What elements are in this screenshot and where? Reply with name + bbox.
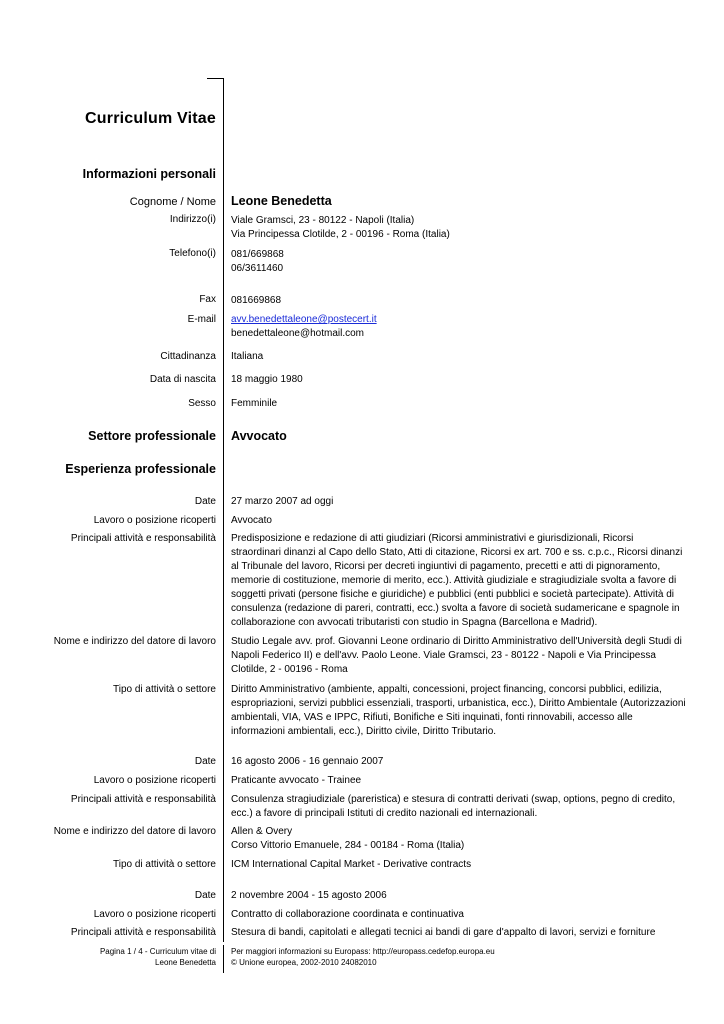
sector-value: Avvocato xyxy=(231,429,287,443)
employer-line: Corso Vittorio Emanuele, 284 - 00184 - Roma (Italia) xyxy=(231,840,465,851)
email-link[interactable]: avv.benedettaleone@postecert.it xyxy=(231,314,377,325)
employer-label: Nome e indirizzo del datore di lavoro xyxy=(53,636,216,647)
birth-label: Data di nascita xyxy=(149,374,216,385)
birth-value: 18 maggio 1980 xyxy=(231,374,303,385)
address-label: Indirizzo(i) xyxy=(169,214,216,225)
entry-employer: Studio Legale avv. prof. Giovanni Leone ordinario di Diritto Amministrativo dell'Università degli Studi di Napoli Federico II) e dell'avv. Paolo Leone. Viale Gramsci, 23 - 80122 - Napoli e Via Principessa Clotilde, 2 - 00196 - Roma xyxy=(231,636,682,675)
footer-left-line: Pagina 1 / 4 - Curriculum vitae di xyxy=(99,947,216,956)
citizenship-label: Cittadinanza xyxy=(160,351,216,362)
sector-label: Tipo di attività o settore xyxy=(112,859,216,870)
entry-activities: Stesura di bandi, capitolati e allegati tecnici ai bandi di gare d'appalto di lavori, servizi e forniture xyxy=(231,927,656,938)
section-heading-personal: Informazioni personali xyxy=(82,167,216,181)
footer-right-line: © Unione europea, 2002-2010 24082010 xyxy=(231,958,377,967)
activities-label: Principali attività e responsabilità xyxy=(70,927,216,938)
position-label: Lavoro o posizione ricoperti xyxy=(93,515,216,526)
fax-value: 081669868 xyxy=(231,295,282,306)
footer-right-line: Per maggiori informazioni su Europass: http://europass.cedefop.europa.eu xyxy=(231,947,495,956)
entry-position: Avvocato xyxy=(231,515,272,526)
phone-label: Telefono(i) xyxy=(169,248,216,259)
date-label: Date xyxy=(194,756,216,767)
date-label: Date xyxy=(194,496,216,507)
phone-value xyxy=(231,248,284,276)
position-label: Lavoro o posizione ricoperti xyxy=(93,909,216,920)
phone-line: 081/669868 xyxy=(231,249,284,260)
name-label: Cognome / Nome xyxy=(129,196,216,208)
footer-left-line: Leone Benedetta xyxy=(155,958,216,967)
sex-label: Sesso xyxy=(188,398,216,409)
sex-value: Femminile xyxy=(231,398,278,409)
header-rule xyxy=(207,78,224,79)
entry-position: Contratto di collaborazione coordinata e continuativa xyxy=(231,909,464,920)
email-label: E-mail xyxy=(187,314,216,325)
activities-label: Principali attività e responsabilità xyxy=(70,533,216,544)
section-heading-sector: Settore professionale xyxy=(88,429,216,443)
date-label: Date xyxy=(194,890,216,901)
entry-employer xyxy=(231,825,464,853)
name-value: Leone Benedetta xyxy=(231,194,332,208)
employer-line: Allen & Overy xyxy=(231,826,293,837)
email-line: benedettaleone@hotmail.com xyxy=(231,328,365,339)
page-title: Curriculum Vitae xyxy=(85,110,216,127)
footer-divider xyxy=(223,945,224,973)
activities-label: Principali attività e responsabilità xyxy=(70,794,216,805)
position-label: Lavoro o posizione ricoperti xyxy=(93,775,216,786)
entry-date: 16 agosto 2006 - 16 gennaio 2007 xyxy=(231,756,384,767)
entry-date: 2 novembre 2004 - 15 agosto 2006 xyxy=(231,890,387,901)
address-value xyxy=(231,214,450,242)
address-line: Via Principessa Clotilde, 2 - 00196 - Roma (Italia) xyxy=(231,229,450,240)
sector-label: Tipo di attività o settore xyxy=(112,684,216,695)
entry-sector: Diritto Amministrativo (ambiente, appalti, concessioni, project financing, concorsi pubblici, edilizia, espropriazioni, servizi pubblici essenziali, trasporti, urbanistica, ecc.), Diritto Ambientale (Autorizzazioni ambientali, VIA, VAS e IPPC, Rifiuti, Bonifiche e Siti inquinati, fonti rinnovabili, accesso alle informazioni ambientali, ecc.), Diritto civile, Diritto Tributario. xyxy=(231,684,686,737)
employer-label: Nome e indirizzo del datore di lavoro xyxy=(53,826,216,837)
fax-label: Fax xyxy=(199,294,216,305)
footer-page-info xyxy=(100,946,216,968)
entry-date: 27 marzo 2007 ad oggi xyxy=(231,496,334,507)
footer-europass-info xyxy=(231,946,495,968)
column-divider xyxy=(223,78,224,942)
entry-activities: Consulenza stragiudiziale (pareristica) e stesura di contratti derivati (swap, options, pegno di credito, ecc.) a favore di principali Istituti di credito nazionali ed internazionali. xyxy=(231,794,676,819)
section-heading-experience: Esperienza professionale xyxy=(65,462,216,476)
email-value xyxy=(231,313,377,341)
phone-line: 06/3611460 xyxy=(231,263,284,274)
entry-sector: ICM International Capital Market - Derivative contracts xyxy=(231,859,472,870)
entry-activities: Predisposizione e redazione di atti giudiziari (Ricorsi amministrativi e giurisdizionali, Ricorsi straordinari dinanzi al Capo dello Stato, Atti di citazione, Ricorsi ex art. 700 e ss. c.p.c., Ricorsi dinanzi al Tribunale del lavoro, Ricorsi per decreti ingiuntivi di pagamento, precetti e atti di pignoramento, memorie di costituzione, memorie di merito, ecc.). Attività giudiziale e stragiudiziale svolta a favore di soggetti privati (persone fisiche e giuridiche) e pubblici (enti pubblici e società partecipate). Attività di consulenza (redazione di pareri, contratti, ecc.) svolta a favore di società sudamericane e spagnole in collaborazione con avvocati tributaristi con studio in Spagna (Barcellona e Madrid). xyxy=(231,533,683,628)
address-line: Viale Gramsci, 23 - 80122 - Napoli (Italia) xyxy=(231,215,415,226)
citizenship-value: Italiana xyxy=(231,351,264,362)
entry-position: Praticante avvocato - Trainee xyxy=(231,775,362,786)
